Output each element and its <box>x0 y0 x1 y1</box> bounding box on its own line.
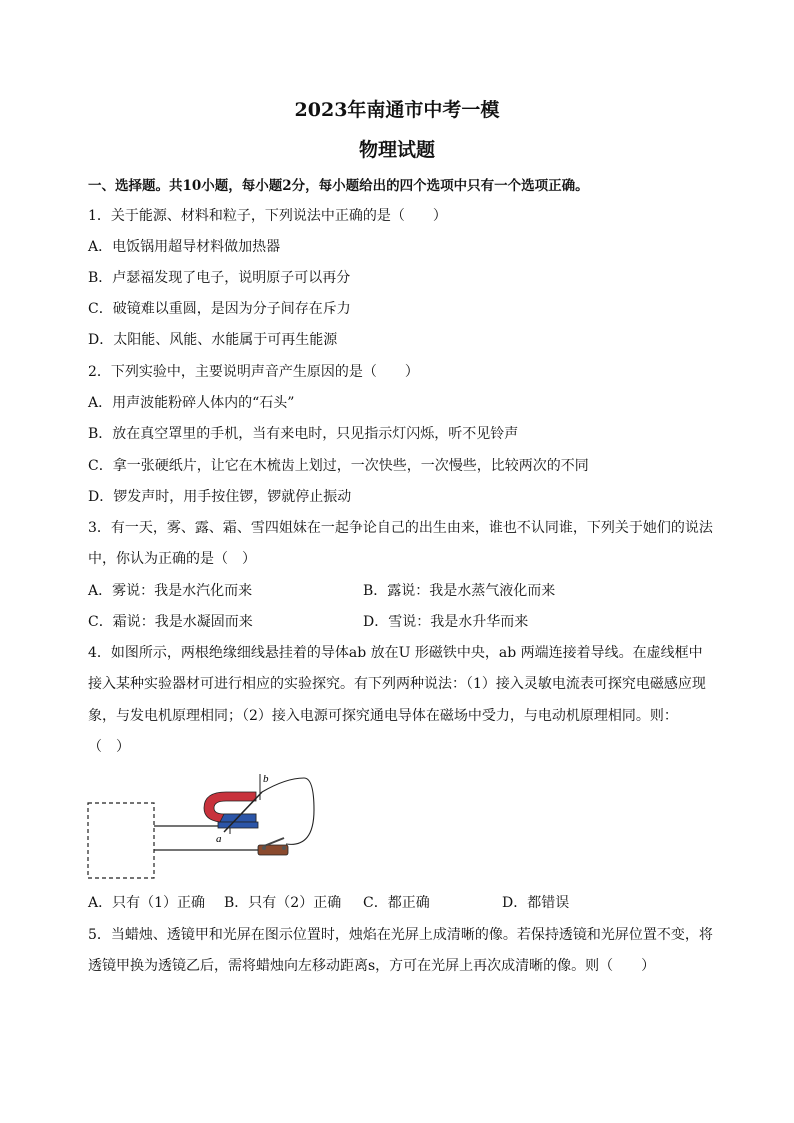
switch-pivot <box>262 846 266 850</box>
q2-option-c: C．拿一张硬纸片，让它在木梳齿上划过，一次快些，一次慢些，比较两次的不同 <box>88 458 589 474</box>
q2-option-d: D．锣发声时，用手按住锣，锣就停止振动 <box>88 489 352 505</box>
q3-option-a: A．雾说：我是水汽化而来 <box>88 583 253 599</box>
q1-option-d: D．太阳能、风能、水能属于可再生能源 <box>88 332 338 348</box>
q3-option-d: D．雪说：我是水升华而来 <box>363 614 529 630</box>
magnet-circuit-diagram <box>86 770 326 882</box>
q3-stem-line2: 中，你认为正确的是（ ） <box>88 551 256 567</box>
label-b: b <box>263 773 269 785</box>
q1-stem: 1．关于能源、材料和粒子，下列说法中正确的是（ ） <box>88 208 447 224</box>
q1-option-a: A．电饭锅用超导材料做加热器 <box>88 239 281 255</box>
q3-option-b: B．露说：我是水蒸气液化而来 <box>363 583 556 599</box>
exam-title: 2023年南通市中考一模 <box>294 99 500 121</box>
section-heading: 一、选择题。共10小题，每小题2分，每小题给出的四个选项中只有一个选项正确。 <box>88 178 589 194</box>
label-a: a <box>216 833 222 845</box>
dashed-box <box>88 803 154 878</box>
q1-option-c: C．破镜难以重圆，是因为分子间存在斥力 <box>88 301 351 317</box>
q4-figure <box>86 770 326 886</box>
wire-loop <box>262 778 314 844</box>
switch-contact <box>282 846 286 850</box>
q4-line1: 4．如图所示，两根绝缘细线悬挂着的导体ab 放在U 形磁铁中央，ab 两端连接着导线。在虚线框中 <box>88 645 703 661</box>
q4-option-c: C．都正确 <box>363 895 430 911</box>
q4-line4: （ ） <box>88 739 130 755</box>
exam-subtitle: 物理试题 <box>358 139 435 161</box>
q5-line1: 5．当蜡烛、透镜甲和光屏在图示位置时，烛焰在光屏上成清晰的像。若保持透镜和光屏位置不变，将 <box>88 927 713 943</box>
q2-option-a: A．用声波能粉碎人体内的“石头” <box>88 395 295 411</box>
q2-option-b: B．放在真空罩里的手机，当有来电时，只见指示灯闪烁，听不见铃声 <box>88 426 519 442</box>
q1-option-b: B．卢瑟福发现了电子，说明原子可以再分 <box>88 270 351 286</box>
magnet-blue-base <box>218 822 258 828</box>
q3-stem-line1: 3．有一天，雾、露、霜、雪四姐妹在一起争论自己的出生由来，谁也不认同谁，下列关于她们的说法 <box>88 520 713 536</box>
q3-option-c: C．霜说：我是水凝固而来 <box>88 614 253 630</box>
q4-option-b: B．只有（2）正确 <box>224 895 342 911</box>
q4-option-a: A．只有（1）正确 <box>88 895 206 911</box>
q5-line2: 透镜甲换为透镜乙后，需将蜡烛向左移动距离s，方可在光屏上再次成清晰的像。则（ ） <box>88 958 656 974</box>
q4-line2: 接入某种实验器材可进行相应的实验探究。有下列两种说法：（1）接入灵敏电流表可探究电磁感应现 <box>88 676 706 692</box>
q2-stem: 2．下列实验中，主要说明声音产生原因的是（ ） <box>88 364 419 380</box>
q4-option-d: D．都错误 <box>502 895 570 911</box>
q4-line3: 象，与发电机原理相同；（2）接入电源可探究通电导体在磁场中受力，与电动机原理相同。则： <box>88 708 678 724</box>
